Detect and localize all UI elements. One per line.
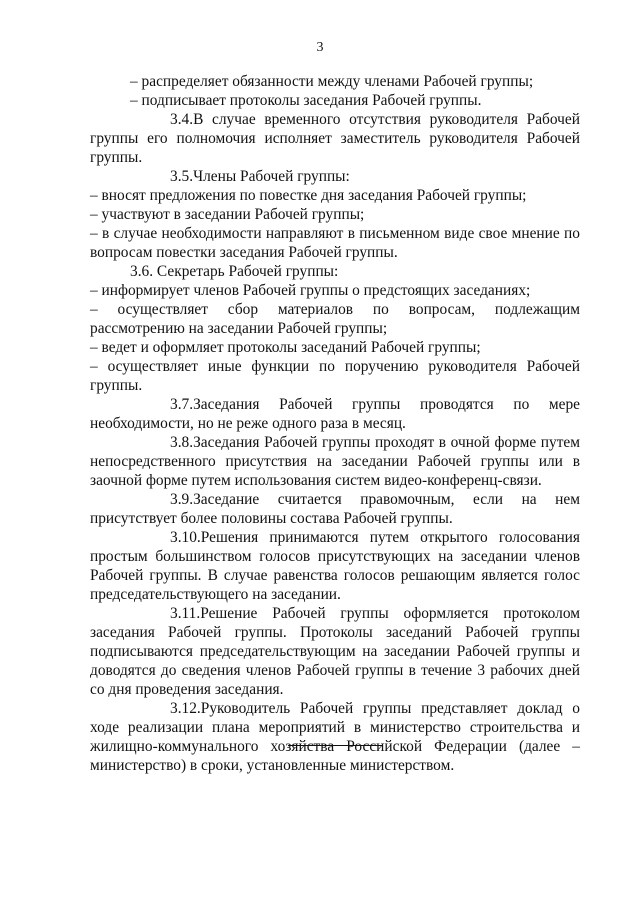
clause-text: Члены Рабочей группы: (193, 168, 350, 185)
clause-3-5 (90, 167, 580, 186)
secretary-duty-collect: – осуществляет сбор материалов по вопросам, подлежащим рассмотрению на заседании Рабочей группы; (90, 301, 580, 337)
secretary-duty-inform: – информирует членов Рабочей группы о предстоящих заседаниях; (90, 282, 531, 299)
clause-3-7 (90, 395, 580, 433)
clause-3-10 (90, 528, 580, 604)
clause-text: Заседания Рабочей группы проводятся по мере необходимости, но не реже одного раза в месяц. (90, 396, 580, 432)
clause-text: В случае временного отсутствия руководителя Рабочей группы его полномочия исполняет заместитель руководителя Рабочей группы. (90, 111, 580, 166)
clause-3-12 (90, 699, 580, 775)
secretary-duty-other: – осуществляет иные функции по поручению руководителя Рабочей группы. (90, 358, 580, 394)
member-duty-proposals: – вносят предложения по повестке дня заседания Рабочей группы; (90, 187, 527, 204)
clause-3-4 (90, 110, 580, 167)
clause-3-9 (90, 490, 580, 528)
page-number: 3 (316, 40, 324, 55)
member-duty-participate: – участвуют в заседании Рабочей группы; (90, 206, 365, 223)
clause-number: 3.8. (170, 434, 194, 451)
clause-number: 3.7. (170, 396, 194, 413)
clause-text: Решения принимаются путем открытого голосования простым большинством голосов присутствующих на заседании членов Рабочей группы. В случае равенства голосов решающим является голос председательствующего на заседании. (90, 529, 580, 603)
clause-number: 3.4. (170, 111, 194, 128)
clause-text: Решение Рабочей группы оформляется протоколом заседания Рабочей группы. Протоколы заседаний Рабочей группы подписываются председательствующим на заседании Рабочей группы и доводятся до сведения членов Рабочей группы в течение 3 рабочих дней со дня проведения заседания. (90, 605, 580, 698)
clause-number: 3.10. (170, 529, 201, 546)
clause-3-6: 3.6. Секретарь Рабочей группы: (130, 263, 339, 280)
member-duty-opinion: – в случае необходимости направляют в письменном виде свое мнение по вопросам повестки заседания Рабочей группы. (90, 225, 580, 261)
clause-text: Руководитель Рабочей группы представляет доклад о ходе реализации плана мероприятий в министерство строительства и жилищно-коммунального хозяйства Российской Федерации (далее – министерство) в сроки, установленные министерством. (90, 700, 580, 774)
clause-3-11 (90, 604, 580, 699)
clause-number: 3.11. (170, 605, 201, 622)
duty-line-distribute: – распределяет обязанности между членами Рабочей группы; (130, 73, 534, 90)
clause-text: Заседание считается правомочным, если на нем присутствует более половины состава Рабочей группы. (90, 491, 580, 527)
clause-3-8 (90, 433, 580, 490)
secretary-duty-protocols: – ведет и оформляет протоколы заседаний Рабочей группы; (90, 339, 481, 356)
clause-number: 3.5. (170, 168, 194, 185)
duty-line-sign: – подписывает протоколы заседания Рабочей группы. (130, 92, 482, 109)
clause-number: 3.12. (170, 700, 201, 717)
end-separator-line (288, 745, 383, 746)
document-body (90, 72, 580, 775)
clause-text: Заседания Рабочей группы проходят в очной форме путем непосредственного присутствия на заседании Рабочей группы или в заочной форме путем использования систем видео-конференц-связи. (90, 434, 580, 489)
clause-number: 3.9. (170, 491, 194, 508)
